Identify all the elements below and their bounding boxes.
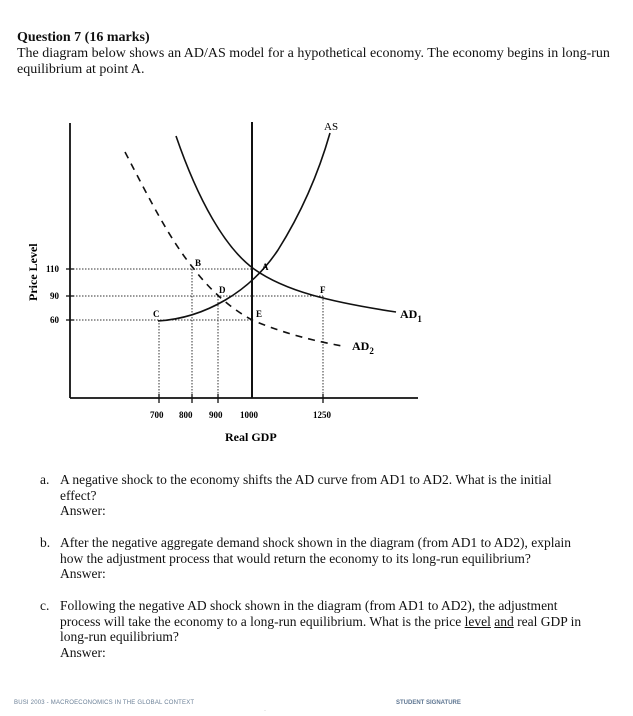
x-tick-1000: 1000 [240,410,258,420]
footer-signature: STUDENT SIGNATURE [396,700,461,706]
part-b-letter: b. [40,535,51,550]
part-a-letter: a. [40,472,50,487]
underlined-level: level [464,613,491,629]
part-c-line-1: Following the negative AD shock shown in the diagram (from AD1 to AD2), the adjustment [60,598,558,613]
x-axis-title: Real GDP [225,430,277,444]
underlined-and: and [494,613,514,629]
part-a-answer-label: Answer: [60,503,106,518]
x-tick-800: 800 [179,410,193,420]
point-c-label: C [153,309,160,319]
part-c-answer-label: Answer: [60,644,106,660]
ad2-label: $AD_2$ [352,339,374,356]
x-tick-900: 900 [209,410,223,420]
part-b [40,535,625,582]
point-b-label: B [195,258,202,268]
ad1-label: $AD_1$ [400,307,422,324]
part-b-line-2: how the adjustment process that would return the economy to its long-run equilibrium? [60,550,531,566]
part-a [40,472,625,519]
as-label: AS [324,121,339,133]
part-a-line-1: A negative shock to the economy shifts the AD curve from AD1 to AD2. What is the initial [60,472,552,487]
part-c-line-3: long-run equilibrium? [60,629,179,644]
point-f-label: F [320,285,326,295]
point-a-label: A [262,262,269,272]
part-a-line-2: effect? [60,487,97,503]
x-tick-700: 700 [150,410,164,420]
part-c-letter: c. [40,598,50,613]
question-intro: The diagram below shows an AD/AS model for a hypothetical economy. The economy begins in long-run equilibrium at point A. [17,46,610,77]
y-tick-110: 110 [46,264,60,274]
y-tick-60: 60 [50,315,59,325]
y-axis-title: Price Level [26,243,40,301]
question-title: Question 7 (16 marks) [17,30,150,45]
x-tick-1250: 1250 [313,410,331,420]
part-c-line-2: process will take the economy to a long-run equilibrium. What is the price level and real GDP in [60,613,582,629]
point-d-label: D [219,285,226,295]
footer-center-mark: · [264,708,266,714]
y-tick-90: 90 [50,291,59,301]
part-b-answer-label: Answer: [60,566,106,581]
part-b-line-1: After the negative aggregate demand shock shown in the diagram (from AD1 to AD2), explain [60,535,571,550]
part-c [40,598,625,660]
footer-course: BUSI 2003 - MACROECONOMICS IN THE GLOBAL CONTEXT [14,700,195,706]
point-e-label: E [256,309,263,319]
